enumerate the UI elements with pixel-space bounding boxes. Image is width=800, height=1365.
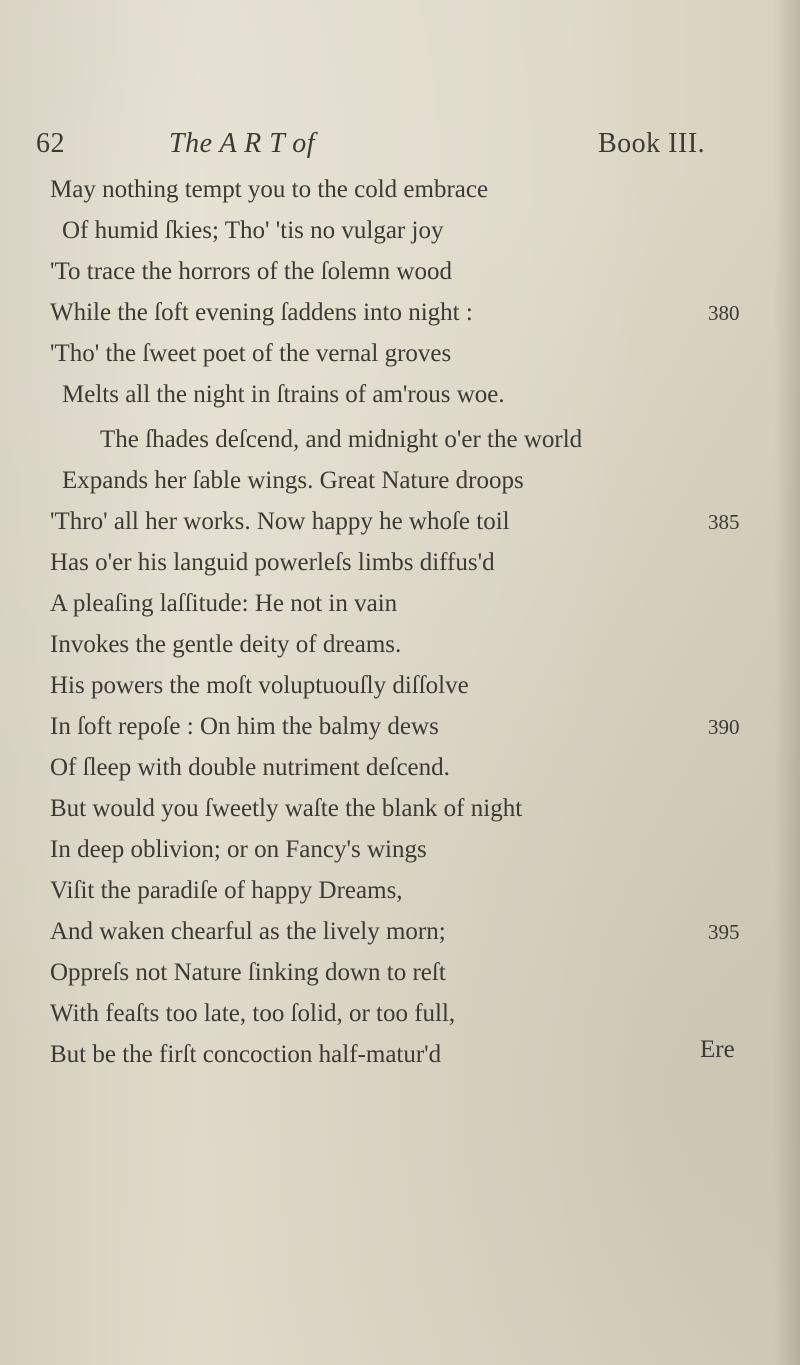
verse-line: Melts all the night in ſtrains of am'rous woe. (62, 381, 505, 408)
verse-line: Invokes the gentle deity of dreams. (50, 631, 402, 658)
verse-line: May nothing tempt you to the cold embrace (50, 176, 489, 203)
verse-line: Oppreſs not Nature ſinking down to reſt (50, 959, 446, 986)
page-number: 62 (36, 128, 65, 159)
verse-line: But would you ſweetly waſte the blank of night (50, 795, 523, 822)
verse-line: Has o'er his languid powerleſs limbs diffus'd (50, 549, 495, 576)
catchword: Ere (700, 1036, 735, 1063)
line-number: 380 (708, 301, 740, 325)
verse-line: Of humid ſkies; Tho' 'tis no vulgar joy (62, 217, 444, 244)
verse-line: 'Tho' the ſweet poet of the vernal groves (50, 340, 452, 367)
verse-line: Viſit the paradiſe of happy Dreams, (50, 877, 403, 904)
line-number: 385 (708, 510, 740, 534)
verse-line: 'To trace the horrors of the ſolemn wood (50, 258, 452, 285)
line-number: 395 (708, 920, 740, 944)
verse-line: In ſoft repoſe : On him the balmy dews (50, 713, 439, 740)
verse-line: Of ſleep with double nutriment deſcend. (50, 754, 450, 781)
line-number: 390 (708, 715, 740, 739)
book-label: Book III. (598, 128, 706, 159)
running-head (36, 128, 776, 168)
verse-line: And waken chearful as the lively morn; (50, 918, 446, 945)
verse-line: In deep oblivion; or on Fancy's wings (50, 836, 427, 863)
verse-line: 'Thro' all her works. Now happy he whoſe toil (50, 508, 510, 535)
verse-line: But be the firſt concoction half-matur'd (50, 1041, 442, 1068)
running-title: The A R T of (169, 128, 316, 159)
verse-line: With feaſts too late, too ſolid, or too full, (50, 1000, 456, 1027)
verse-line: A pleaſing laſſitude: He not in vain (50, 590, 398, 617)
verse-line: While the ſoft evening ſaddens into night : (50, 299, 473, 326)
verse-line: His powers the moſt voluptuouſly diſſolve (50, 672, 469, 699)
verse-line: Expands her ſable wings. Great Nature droops (62, 467, 524, 494)
verse-line: The ſhades deſcend, and midnight o'er the world (100, 426, 583, 453)
